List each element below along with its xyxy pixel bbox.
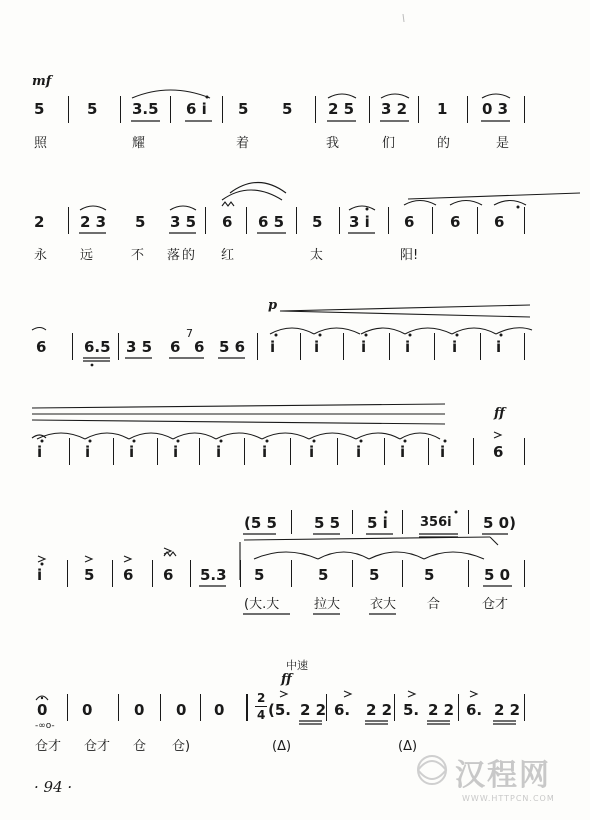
note: 0 [82, 701, 93, 719]
note: i [85, 443, 91, 461]
note: 2 5 [328, 100, 355, 118]
note: 5 [254, 566, 265, 584]
note: i [361, 338, 367, 356]
note: i [496, 338, 502, 356]
note: 5 [369, 566, 380, 584]
note: i [356, 443, 362, 461]
time-signature-top: 2 [257, 691, 266, 705]
lyric: 衣大 [370, 597, 397, 612]
lyric: 着 [236, 136, 250, 151]
note: 5 [282, 100, 293, 118]
lyric: (大.大 [244, 597, 280, 612]
note: 2 3 [80, 213, 107, 231]
note: 3 2 [381, 100, 408, 118]
page-number: · 94 · [34, 778, 73, 796]
note: 5 [424, 566, 435, 584]
note: 5 5 [314, 514, 341, 532]
lyric: 们 [382, 136, 396, 151]
note: 6. [334, 701, 351, 719]
dynamic-ff: ff [494, 406, 505, 421]
dynamic-mf: mf [32, 74, 52, 89]
lyric: 我 [326, 136, 340, 151]
note: 5. [403, 701, 420, 719]
note: 6 [404, 213, 415, 231]
lyric: 落 [167, 248, 181, 263]
note: 6 i [186, 100, 207, 118]
note: i [309, 443, 315, 461]
note: 5 [84, 566, 95, 584]
lyric: 远 [80, 248, 94, 263]
note: 6 [163, 566, 174, 584]
note: 2 2 [494, 701, 521, 719]
note: i [400, 443, 406, 461]
note: 3 5 [170, 213, 197, 231]
ornament: -∞o- [35, 721, 55, 731]
lyric: 仓才 [35, 739, 62, 754]
note: 1 [437, 100, 448, 118]
lyric: 仓才 [482, 597, 509, 612]
lyric: 仓 [133, 739, 147, 754]
lyric: 仓) [172, 739, 191, 754]
note: 5.3 [200, 566, 227, 584]
note: 3.5 [132, 100, 159, 118]
note: 2 2 [428, 701, 455, 719]
note: i [37, 566, 43, 584]
note: 5 [312, 213, 323, 231]
lyric: 红 [221, 248, 235, 263]
note: 5 0 [484, 566, 511, 584]
note: i [262, 443, 268, 461]
lyric: 耀 [132, 136, 146, 151]
note: 5 [87, 100, 98, 118]
lyric: 永 [34, 248, 48, 263]
note: 6 [123, 566, 134, 584]
note: i [452, 338, 458, 356]
note: 5 [135, 213, 146, 231]
lyric: 是 [496, 136, 510, 151]
dynamic-ff: ff [281, 672, 292, 687]
note: i [173, 443, 179, 461]
note: i [216, 443, 222, 461]
lyric: 太 [310, 248, 324, 263]
note: 2 2 [366, 701, 393, 719]
note: 5 6 [219, 338, 246, 356]
lyric: 的 [437, 136, 451, 151]
note: 3 5 [126, 338, 153, 356]
note: 356i [420, 515, 452, 530]
note: 5 [238, 100, 249, 118]
note: i [440, 443, 446, 461]
lyric: 不 [131, 248, 145, 263]
note: 6 5 [258, 213, 285, 231]
note: 3 i [349, 213, 370, 231]
note: 0 [134, 701, 145, 719]
note: i [314, 338, 320, 356]
lyric: 合 [427, 597, 441, 612]
lyric: 拉大 [314, 597, 341, 612]
watermark-logo-text: 汉程网 [455, 758, 551, 793]
note: 0 [37, 701, 48, 719]
note: 0 [176, 701, 187, 719]
note: (5 5 [244, 514, 277, 532]
note: i [37, 443, 43, 461]
note: 5 0) [483, 514, 516, 532]
note: 6 [494, 213, 505, 231]
note: 2 [34, 213, 45, 231]
note: 6 [194, 338, 205, 356]
tempo-marking: 中速 [286, 659, 308, 672]
note: 2 2 [300, 701, 327, 719]
note: (5. [268, 701, 291, 719]
lyric: (Δ) [398, 739, 418, 754]
note: 5 [34, 100, 45, 118]
lyric: 照 [34, 136, 48, 151]
note: 6 [170, 338, 181, 356]
note: 6 [36, 338, 47, 356]
note: 5 i [367, 514, 388, 532]
note: 6 [222, 213, 233, 231]
grace-note: 7 [186, 327, 193, 340]
lyric: 的 [182, 248, 196, 263]
lyric: 阳! [400, 248, 419, 263]
note: 6 [450, 213, 461, 231]
note: 0 [214, 701, 225, 719]
note: 0 3 [482, 100, 509, 118]
dynamic-p: p [268, 298, 278, 313]
note: i [129, 443, 135, 461]
note: 6.5 [84, 338, 111, 356]
note: 6. [466, 701, 483, 719]
lyric: (Δ) [272, 739, 292, 754]
note: i [270, 338, 276, 356]
time-signature-bottom: 4 [257, 708, 266, 722]
lyric: 仓才 [84, 739, 111, 754]
note: 6 [493, 443, 504, 461]
watermark-url: WWW.HTTPCN.COM [462, 794, 555, 803]
note: i [405, 338, 411, 356]
note: 5 [318, 566, 329, 584]
